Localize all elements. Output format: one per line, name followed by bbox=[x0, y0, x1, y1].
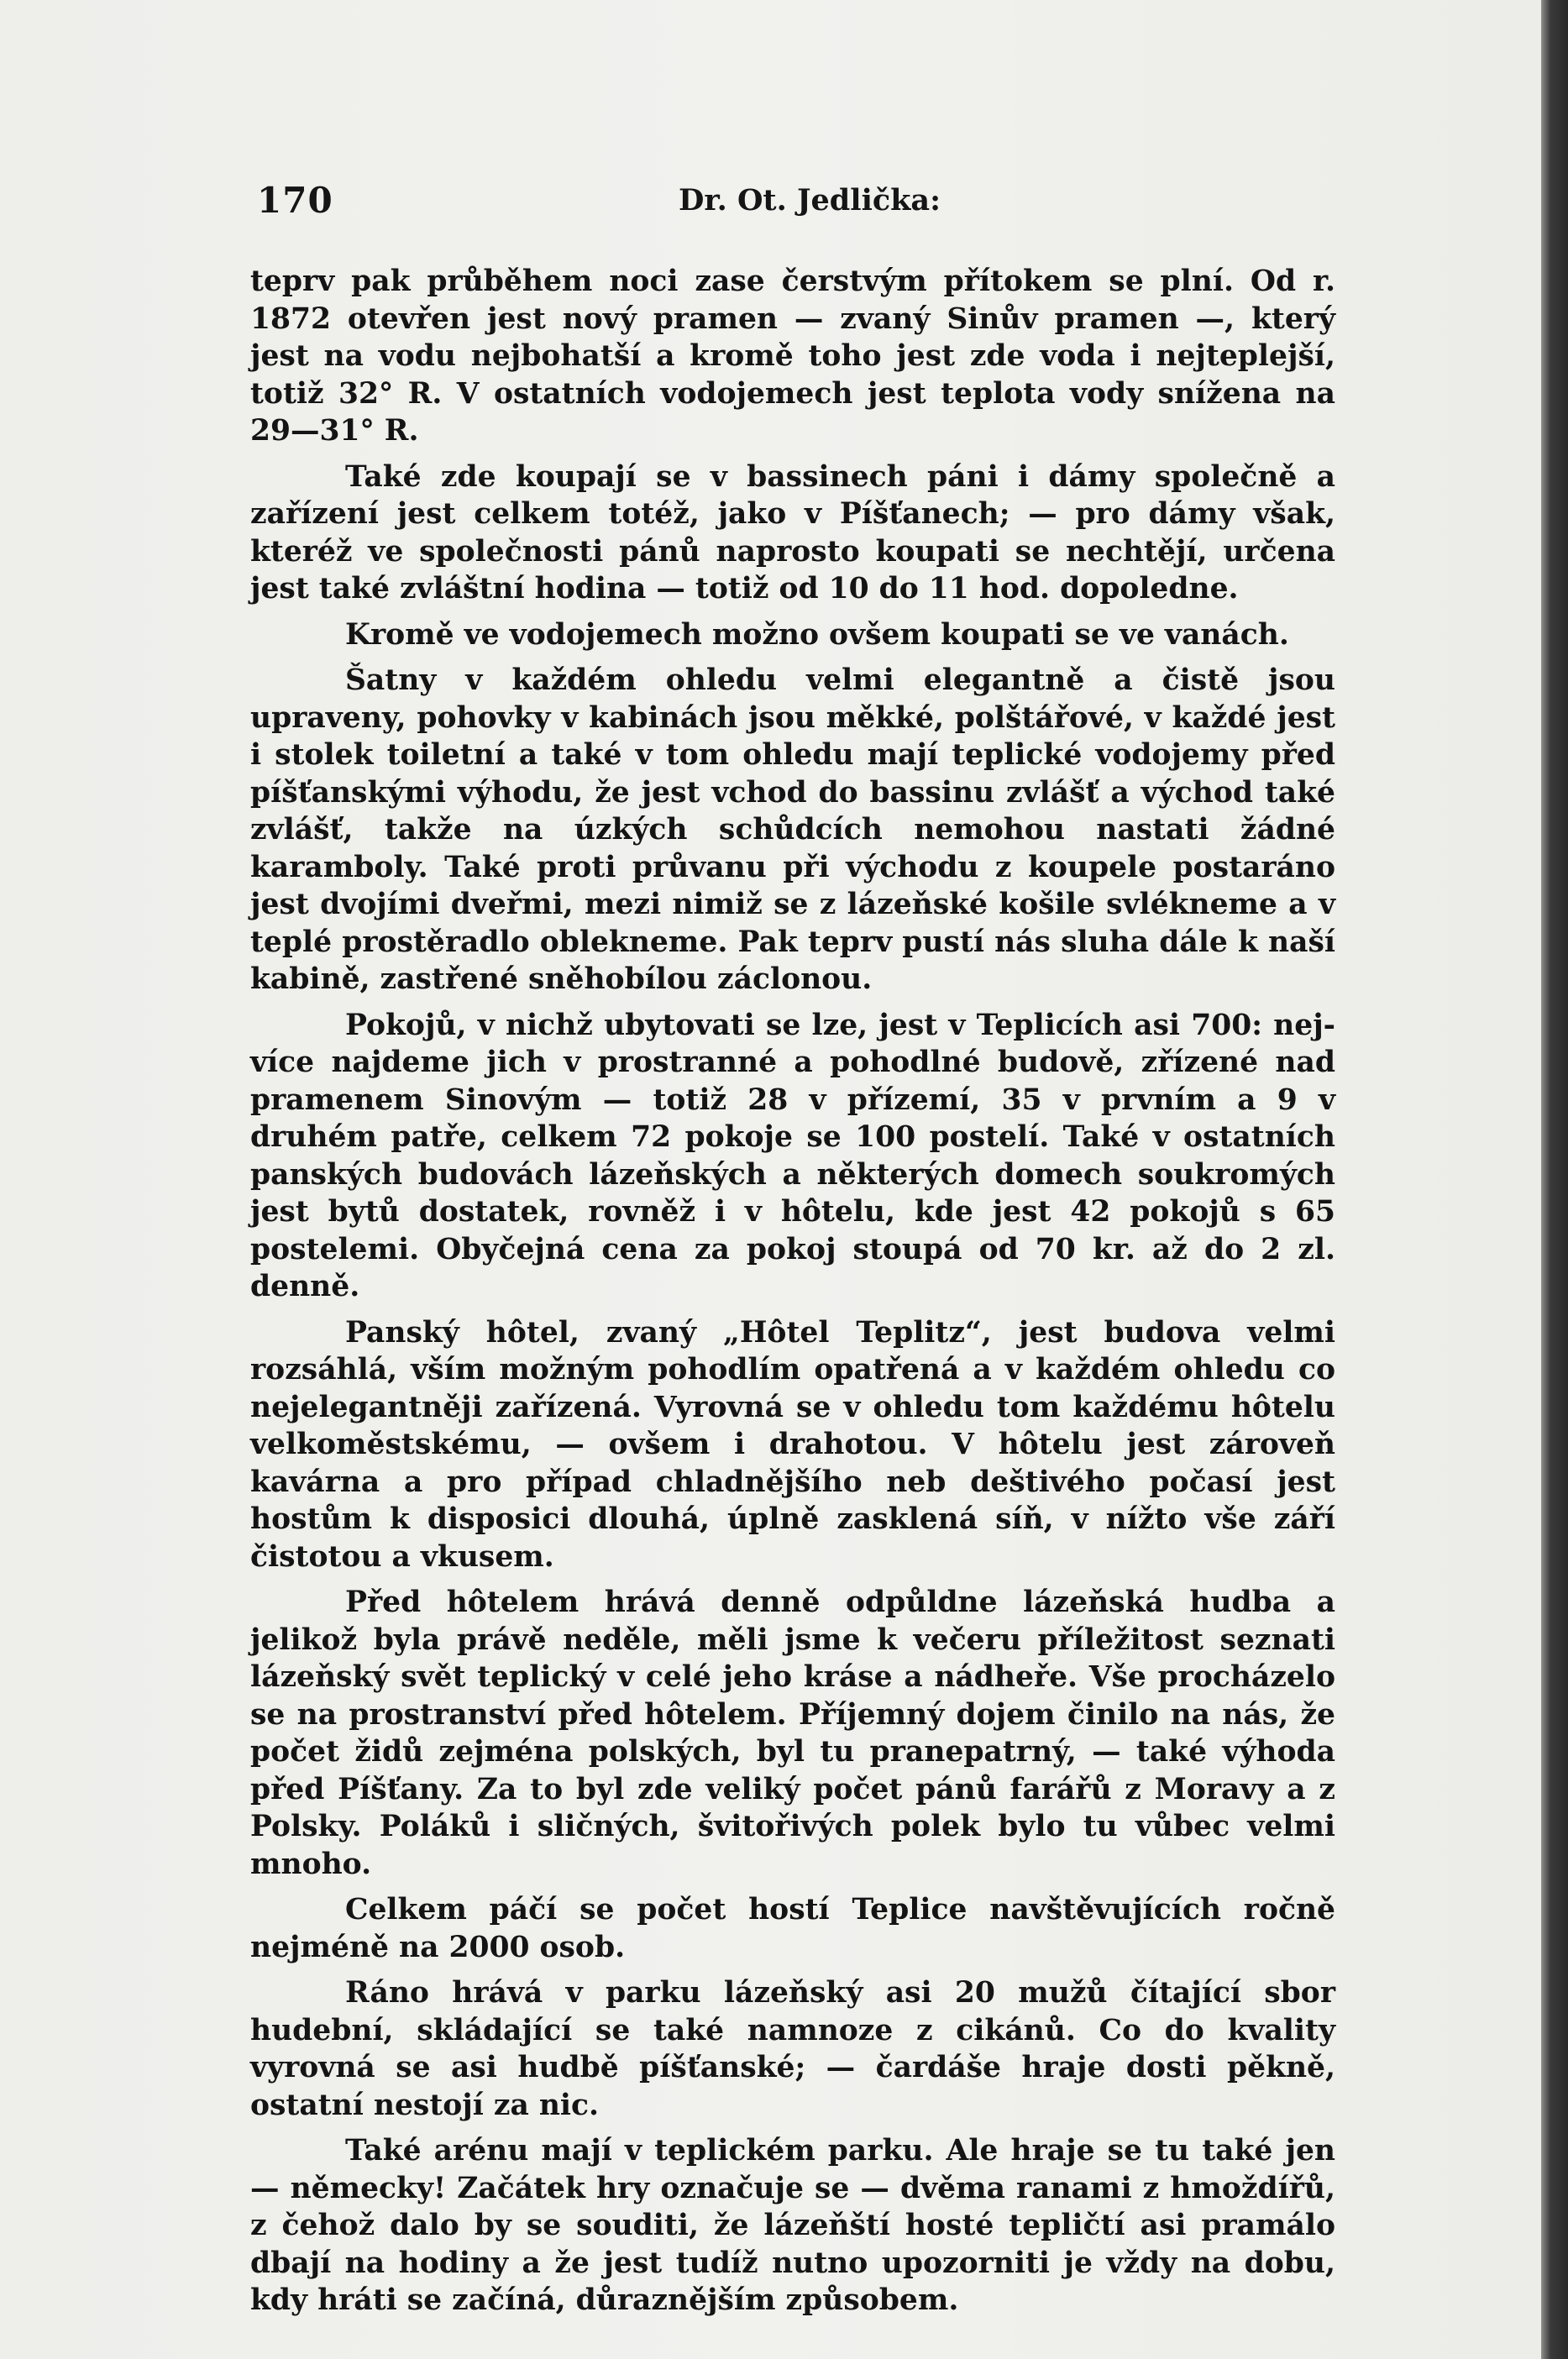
page-number: 170 bbox=[257, 180, 333, 221]
page-header bbox=[257, 180, 1339, 230]
paragraph-1: teprv pak průběhem noci zase čerstvým přítokem se plní. Od r. 1872 otevřen jest nový pramen — zvaný Sinův pramen —, který jest na vodu nejbohatší a kromě toho jest zde voda i nejteplejší, totiž 32° R. V ostatních vodojemech jest teplota vody snížena na 29—31° R. bbox=[250, 265, 1335, 448]
binding-edge bbox=[1541, 0, 1568, 2359]
paragraph-2: Také zde koupají se v bassinech páni i dámy společně a zařízení jest celkem totéž, jako v Píšťanech; — pro dámy však, kteréž ve společnosti pánů naprosto koupati se nechtějí, určena jest také zvláštní hodina — totiž od 10 do 11 hod. dopoledne. bbox=[250, 459, 1335, 605]
paragraph-8: Celkem páčí se počet hostí Teplice navštěvujících ročně nejméně na 2000 osob. bbox=[250, 1893, 1335, 1964]
paragraph-7: Před hôtelem hrává denně odpůldne lázeňská hudba a jelikož byla právě neděle, měli jsme k večeru příležitost seznati lázeňský svět teplický v celé jeho kráse a nádheře. Vše procházelo se na prostranství před hôtelem. Příjemný dojem činilo na nás, že počet židů zejména polských, byl tu pranepatrný, — také výhoda před Píšťany. Za to byl zde veliký počet pánů farářů z Moravy a z Polsky. Poláků i sličných, švitořivých polek bylo tu vůbec velmi mnoho. bbox=[250, 1586, 1335, 1881]
paragraph-3: Kromě ve vodojemech možno ovšem koupati se ve vanách. bbox=[345, 617, 1289, 652]
paragraph-10: Také arénu mají v teplickém parku. Ale hraje se tu také jen — německy! Začátek hry označuje se — dvěma ranami z hmoždířů, z čehož dalo by se souditi, že lázeňští hosté tepličtí asi pramálo dbají na hodiny a že jest tudíž nutno upozorniti je vždy na dobu, kdy hráti se začíná, důraznějším způsobem. bbox=[250, 2134, 1335, 2317]
body-text bbox=[250, 263, 1335, 2328]
paragraph-5: Pokojů, v nichž ubytovati se lze, jest v Teplicích asi 700: nejvíce najdeme jich v prostranné a pohodlné budově, zřízené nad pramenem Sinovým — totiž 28 v přízemí, 35 v prvním a 9 v druhém patře, celkem 72 pokoje se 100 postelí. Také v ostatních panských budovách lázeňských a některých domech soukromých jest bytů dostatek, rovněž i v hôtelu, kde jest 42 pokojů s 65 postelemi. Obyčejná cena za pokoj stoupá od 70 kr. až do 2 zl. denně. bbox=[250, 1008, 1335, 1303]
paragraph-6: Panský hôtel, zvaný „Hôtel Teplitz“, jest budova velmi rozsáhlá, vším možným pohodlím opatřená a v každém ohledu co nejelegantněji zařízená. Vyrovná se v ohledu tom každému hôtelu velkoměstskému, — ovšem i drahotou. V hôtelu jest zároveň kavárna a pro případ chladnějšího neb deštivého počasí jest hostům k disposici dlouhá, úplně zasklená síň, v nížto vše září čistotou a vkusem. bbox=[250, 1315, 1335, 1574]
paragraph-4: Šatny v každém ohledu velmi elegantně a čistě jsou upraveny, pohovky v kabinách jsou měkké, polštářové, v každé jest i stolek toiletní a také v tom ohledu mají teplické vodojemy před píšťanskými výhodu, že jest vchod do bassinu zvlášť a východ také zvlášť, takže na úzkých schůdcích nemohou nastati žádné karamboly. Také proti průvanu při východu z koupele postaráno jest dvojími dveřmi, mezi nimiž se z lázeňské košile svlékneme a v teplé prostěradlo oblekneme. Pak teprv pustí nás sluha dále k naší kabině, zastřené sněhobílou záclonou. bbox=[250, 663, 1335, 996]
paragraph-9: Ráno hrává v parku lázeňský asi 20 mužů čítající sbor hudební, skládající se také namnoze z cikánů. Co do kvality vyrovná se asi hudbě píšťanské; — čardáše hraje dosti pěkně, ostatní nestojí za nic. bbox=[250, 1976, 1335, 2122]
running-head: Dr. Ot. Jedlička: bbox=[679, 183, 941, 218]
